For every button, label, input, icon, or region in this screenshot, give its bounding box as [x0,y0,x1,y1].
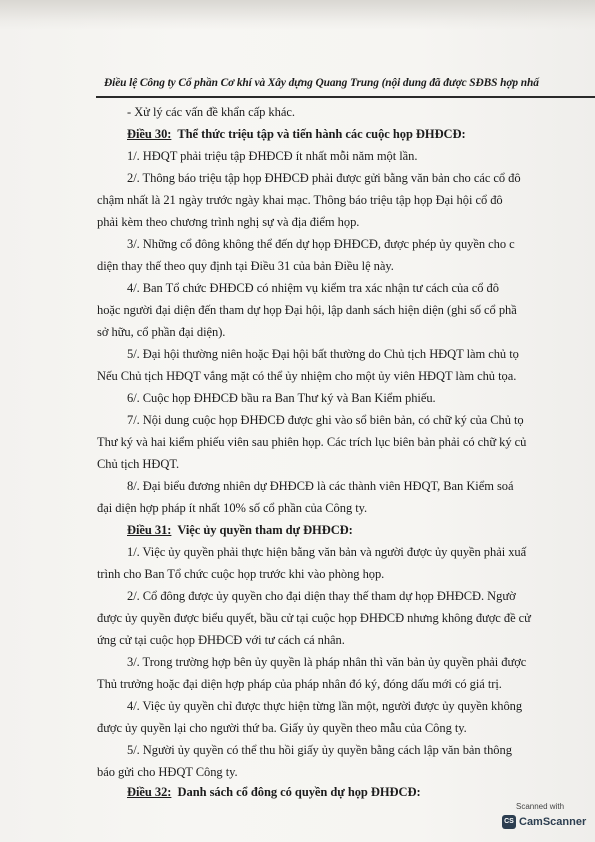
text-line: 1/. Việc ủy quyền phải thực hiện bằng văn bản và người được ủy quyền phải xuấ [127,545,527,559]
text-line: Thủ trưởng hoặc đại diện hợp pháp của pháp nhân đó ký, đóng dấu mới có giá trị. [97,677,502,691]
document-body [0,104,595,784]
camscanner-logo-icon: CS [502,815,516,829]
text-line: trình cho Ban Tổ chức cuộc họp trước khi vào phòng họp. [97,567,385,581]
text-line: hoặc người đại diện đến tham dự họp Đại hội, lập danh sách hiện diện (ghi số cổ phầ [97,303,517,317]
scanned-with-label: Scanned with [516,802,565,811]
text-line: 4/. Việc ủy quyền chỉ được thực hiện từng lần một, người được ủy quyền không [127,699,523,713]
camscanner-name: CamScanner [519,816,587,828]
text-line: Chủ tịch HĐQT. [97,457,180,471]
text-line: đại diện hợp pháp ít nhất 10% số cổ phần của Công ty. [97,501,368,515]
header-rule [96,96,595,98]
scan-shadow [0,0,595,30]
article-heading [127,784,421,800]
text-line: 6/. Cuộc họp ĐHĐCĐ bầu ra Ban Thư ký và Ban Kiểm phiếu. [127,391,436,405]
text-line: Thư ký và hai kiểm phiếu viên sau phiên họp. Các trích lục biên bản phải có chữ ký củ [97,435,527,449]
text-line: ứng cử tại cuộc họp ĐHĐCĐ với tư cách cá nhân. [97,633,345,647]
text-line: 8/. Đại biểu đương nhiên dự ĐHĐCĐ là các thành viên HĐQT, Ban Kiểm soá [127,479,514,493]
text-line: 2/. Cổ đông được ủy quyền cho đại diện thay thế tham dự họp ĐHĐCĐ. Ngườ [127,589,516,603]
text-line: 4/. Ban Tổ chức ĐHĐCĐ có nhiệm vụ kiểm tra xác nhận tư cách của cổ đô [127,281,499,295]
camscanner-watermark [494,802,592,836]
text-line: Nếu Chủ tịch HĐQT vắng mặt có thể ủy nhiệm cho một ủy viên HĐQT làm chủ tọa. [97,369,517,383]
article-heading [127,522,353,538]
text-line: - Xử lý các vấn đề khẩn cấp khác. [127,105,295,119]
text-line: 5/. Người ủy quyền có thể thu hồi giấy ủy quyền bằng cách lập văn bản thông [127,743,512,757]
text-line: chậm nhất là 21 ngày trước ngày khai mạc. Thông báo triệu tập họp Đại hội cổ đô [97,193,503,207]
article-title: Thể thức triệu tập và tiến hành các cuộc họp ĐHĐCĐ: [177,127,466,141]
article-title: Danh sách cổ đông có quyền dự họp ĐHĐCĐ: [177,785,421,799]
text-line: phải kèm theo chương trình nghị sự và địa điểm họp. [97,215,360,229]
text-line: 3/. Những cổ đông không thể đến dự họp ĐHĐCĐ, được phép ủy quyền cho c [127,237,515,251]
text-line: 7/. Nội dung cuộc họp ĐHĐCĐ được ghi vào sổ biên bản, có chữ ký của Chủ tọ [127,413,524,427]
text-line: 5/. Đại hội thường niên hoặc Đại hội bất thường do Chủ tịch HĐQT làm chủ tọ [127,347,519,361]
text-line: diện thay thế theo quy định tại Điều 31 của bản Điều lệ này. [97,259,394,273]
article-title: Việc ủy quyền tham dự ĐHĐCĐ: [177,523,353,537]
text-line: 2/. Thông báo triệu tập họp ĐHĐCĐ phải được gửi bằng văn bản cho các cổ đô [127,171,521,185]
text-line: sở hữu, cổ phần đại diện). [97,325,226,339]
page-header: Điều lệ Công ty Cổ phần Cơ khí và Xây dựng Quang Trung (nội dung đã được SĐBS hợp nhấ [104,77,539,89]
article-number: Điều 30: [127,127,172,141]
text-line: 1/. HĐQT phải triệu tập ĐHĐCĐ ít nhất mỗi năm một lần. [127,149,418,163]
text-line: báo gửi cho HĐQT Công ty. [97,765,238,779]
article-heading [127,126,466,142]
text-line: 3/. Trong trường hợp bên ủy quyền là pháp nhân thì văn bản ủy quyền phải được [127,655,527,669]
text-line: được ủy quyền lại cho người thứ ba. Giấy ủy quyền theo mẫu của Công ty. [97,721,467,735]
text-line: được ủy quyền được biểu quyết, bầu cử tại cuộc họp ĐHĐCĐ nhưng không được đề cử [97,611,531,625]
article-number: Điều 31: [127,523,172,537]
article-number: Điều 32: [127,785,172,799]
